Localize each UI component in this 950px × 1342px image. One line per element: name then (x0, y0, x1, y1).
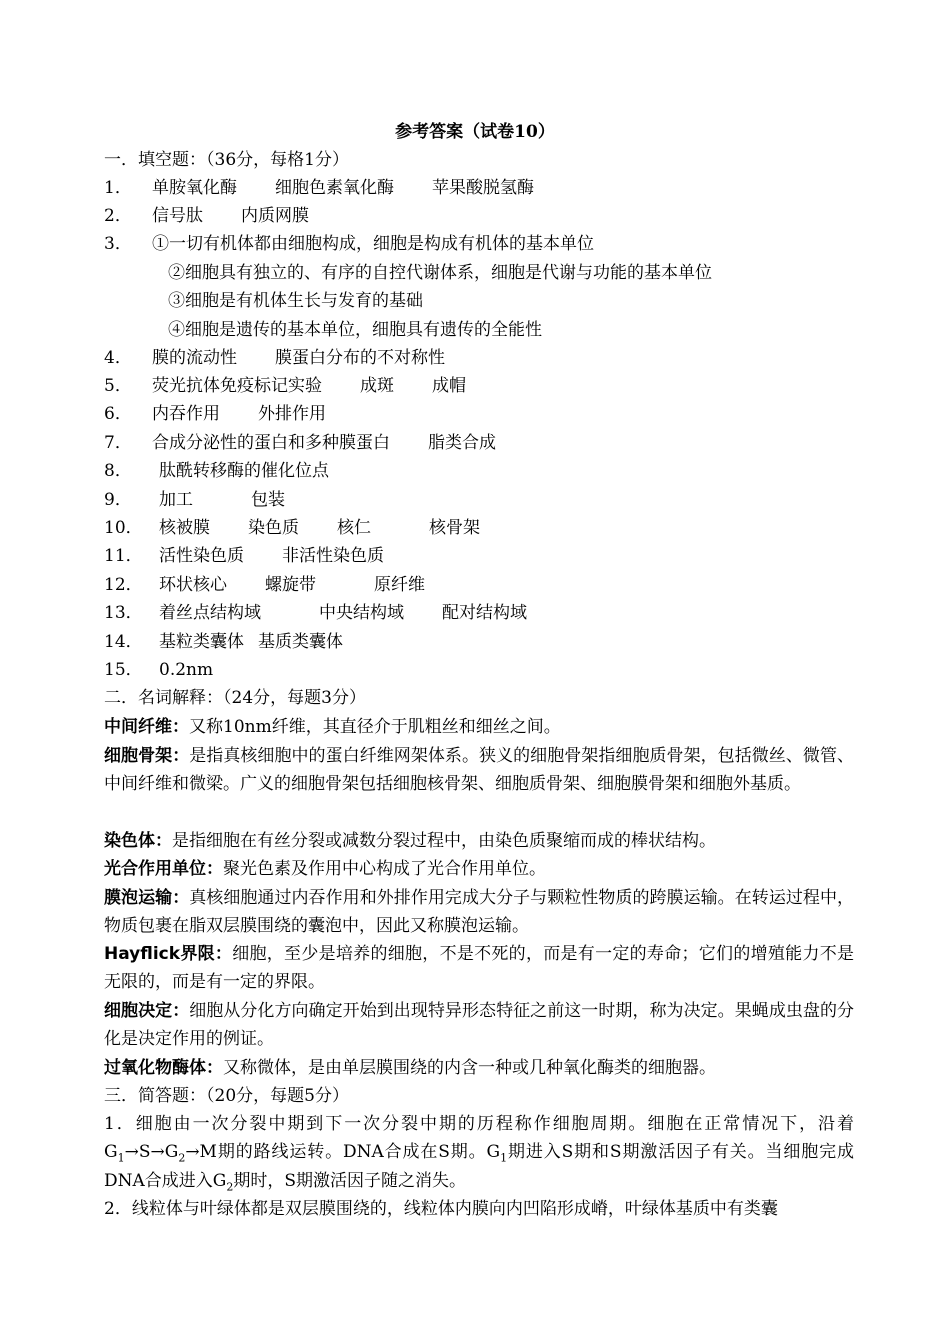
answer: 成斑 (360, 376, 394, 396)
answer-line-6 (104, 402, 326, 426)
definition: 细胞，至少是培养的细胞，不是不死的，而是有一定的寿命；它们的增殖能力不是无限的，而是有一定的界限。 (104, 944, 855, 993)
answer: 成帽 (432, 376, 466, 396)
term: 光合作用单位 (104, 859, 206, 879)
item-number: 11． (104, 546, 143, 566)
answer: 螺旋带 (265, 575, 316, 595)
answer: ①一切有机体都由细胞构成，细胞是构成有机体的基本单位 (152, 234, 594, 254)
answer: 信号肽 (152, 206, 203, 226)
term-separator: ： (206, 859, 223, 879)
term-separator: ： (172, 1001, 190, 1021)
answer: 核被膜 (159, 518, 210, 538)
answer: 核骨架 (429, 518, 480, 538)
answer-line-13 (104, 601, 527, 625)
term-separator: ： (206, 1058, 223, 1078)
section3-heading: 三．简答题：（20分，每题5分） (104, 1086, 349, 1106)
answer: 细胞色素氧化酶 (275, 178, 394, 198)
answer: 着丝点结构域 (159, 603, 261, 623)
term: 过氧化物酶体 (104, 1058, 206, 1078)
answer: 原纤维 (374, 575, 425, 595)
answer: 配对结构域 (442, 603, 527, 623)
answer: 包装 (251, 490, 285, 510)
answer: 膜蛋白分布的不对称性 (275, 348, 445, 368)
answer-line-3 (104, 232, 594, 256)
short-answer-1 (104, 1110, 854, 1195)
answer-line-3d (168, 318, 542, 342)
term-separator: ： (172, 888, 190, 908)
item-number: 7． (104, 433, 132, 453)
answer: 合成分泌性的蛋白和多种膜蛋白 (152, 433, 390, 453)
answer-line-11 (104, 544, 384, 568)
item-number: 5． (104, 376, 132, 396)
short-answer-2: 2．线粒体与叶绿体都是双层膜围绕的，线粒体内膜向内凹陷形成嵴，叶绿体基质中有类囊 (104, 1199, 778, 1219)
answer-line-1 (104, 176, 534, 200)
answer: 环状核心 (159, 575, 227, 595)
answer-text: 1．细胞由一次分裂中期到下一次分裂中期的历程称作细胞周期。细胞在正常情况下，沿着 (104, 1114, 854, 1134)
answer: 脂类合成 (428, 433, 496, 453)
term: 染色体 (104, 831, 155, 851)
definition: 是指细胞在有丝分裂或减数分裂过程中，由染色质聚缩而成的棒状结构。 (172, 831, 716, 851)
term: 细胞骨架 (104, 746, 173, 766)
answer-line-3b (168, 261, 712, 285)
answer-text: →M期的路线运转。DNA合成在S期。G (185, 1142, 501, 1163)
answer: ②细胞具有独立的、有序的自控代谢体系，细胞是代谢与功能的基本单位 (168, 263, 712, 283)
item-number: 3． (104, 234, 132, 254)
answer: 外排作用 (258, 404, 326, 424)
answer: 0.2nm (159, 660, 214, 680)
subscript: 1 (500, 1151, 508, 1165)
answer: 基质类囊体 (258, 632, 343, 652)
answer-line-12 (104, 573, 425, 597)
answer: 中央结构域 (319, 603, 404, 623)
answer: ④细胞是遗传的基本单位，细胞具有遗传的全能性 (168, 320, 542, 340)
answer-line-8 (104, 459, 329, 483)
answer-text: →S→G (124, 1142, 179, 1163)
answer-line-14 (104, 630, 343, 654)
item-number: 4． (104, 348, 132, 368)
term-separator: ： (172, 746, 190, 766)
term: 膜泡运输 (104, 888, 173, 908)
term-definition (104, 742, 854, 799)
definition: 聚光色素及作用中心构成了光合作用单位。 (223, 859, 546, 879)
definition: 又称微体，是由单层膜围绕的内含一种或几种氧化酶类的细胞器。 (223, 1058, 716, 1078)
answer: 内质网膜 (241, 206, 309, 226)
answer: 膜的流动性 (152, 348, 237, 368)
term: 细胞决定 (104, 1001, 173, 1021)
definition: 又称10nm纤维，其直径介于肌粗丝和细丝之间。 (189, 717, 561, 737)
answer: 核仁 (337, 518, 371, 538)
term-definition (104, 940, 854, 997)
item-number: 13． (104, 603, 143, 623)
answer: 苹果酸脱氢酶 (432, 178, 534, 198)
item-number: 10． (104, 518, 143, 538)
definition: 是指真核细胞中的蛋白纤维网架体系。狭义的细胞骨架指细胞质骨架，包括微丝、微管、中间纤维和微梁。广义的细胞骨架包括细胞核骨架、细胞质骨架、细胞膜骨架和细胞外基质。 (104, 746, 855, 795)
answer-text: 期时，S期激活因子随之消失。 (233, 1170, 467, 1191)
term-separator: ： (172, 717, 189, 737)
answer: ③细胞是有机体生长与发育的基础 (168, 291, 423, 311)
item-number: 8． (104, 461, 132, 481)
item-number: 12． (104, 575, 143, 595)
answer: 内吞作用 (152, 404, 220, 424)
term-definition (104, 884, 854, 941)
section2-heading: 二．名词解释：（24分，每题3分） (104, 688, 366, 708)
answer-line-10 (104, 516, 480, 540)
answer: 非活性染色质 (282, 546, 384, 566)
page-title: 参考答案（试卷10） (395, 122, 555, 142)
answer-line-7 (104, 431, 496, 455)
answer-line-9 (104, 488, 285, 512)
answer-text: G (104, 1142, 118, 1163)
item-number: 9． (104, 490, 132, 510)
answer-line-2 (104, 204, 309, 228)
answer: 荧光抗体免疫标记实验 (152, 376, 322, 396)
term-definition (104, 855, 854, 883)
answer: 染色质 (248, 518, 299, 538)
answer-line-15 (104, 658, 213, 682)
term-separator: ： (155, 831, 172, 851)
item-number: 6． (104, 404, 132, 424)
answer-line-4 (104, 346, 445, 370)
definition: 真核细胞通过内吞作用和外排作用完成大分子与颗粒性物质的跨膜运输。在转运过程中，物质包裹在脂双层膜围绕的囊泡中，因此又称膜泡运输。 (104, 888, 855, 937)
term-definition (104, 827, 854, 855)
term-definition (104, 997, 854, 1054)
answer-line-3c (168, 289, 423, 313)
item-number: 14． (104, 632, 143, 652)
answer: 单胺氧化酶 (152, 178, 237, 198)
item-number: 1． (104, 178, 132, 198)
answer: 活性染色质 (159, 546, 244, 566)
term-definition (104, 713, 854, 741)
term: Hayflick界限 (104, 944, 215, 964)
item-number: 15． (104, 660, 143, 680)
definition: 细胞从分化方向确定开始到出现特异形态特征之前这一时期，称为决定。果蝇成虫盘的分化是决定作用的例证。 (104, 1001, 855, 1050)
answer-line-5 (104, 374, 466, 398)
subscript: 2 (226, 1180, 234, 1194)
answer: 基粒类囊体 (159, 632, 244, 652)
subscript: 2 (178, 1151, 186, 1165)
answer: 肽酰转移酶的催化位点 (159, 461, 329, 481)
item-number: 2． (104, 206, 132, 226)
term-separator: ： (214, 944, 233, 964)
section1-heading: 一．填空题：（36分，每格1分） (104, 150, 349, 170)
answer: 加工 (159, 490, 193, 510)
answer-text: 期进入S期和S期激活因子有关。当细胞完成DNA合成进入G (104, 1142, 854, 1191)
term: 中间纤维 (104, 717, 172, 737)
term-definition (104, 1054, 854, 1082)
subscript: 1 (117, 1151, 125, 1165)
